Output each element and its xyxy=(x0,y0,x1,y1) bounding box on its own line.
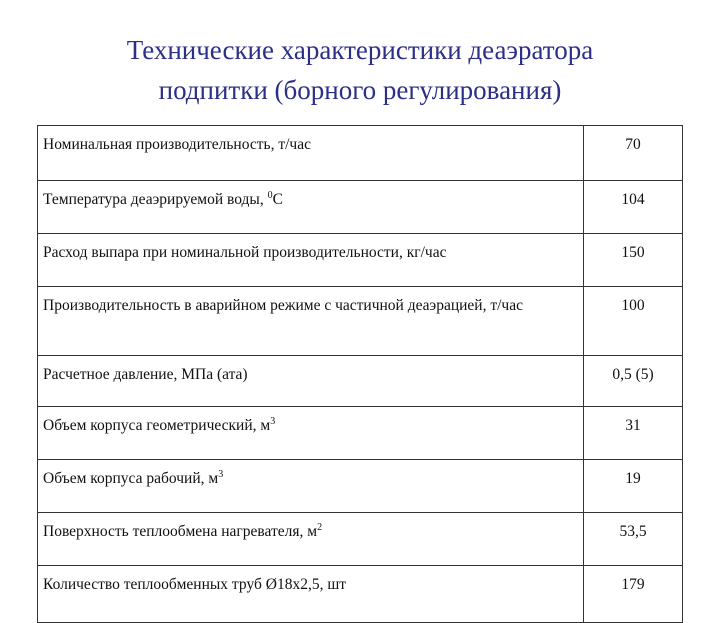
param-cell xyxy=(38,287,584,356)
value-cell: 19 xyxy=(584,460,683,513)
value-cell: 104 xyxy=(584,181,683,234)
table-row xyxy=(38,356,683,407)
table-row xyxy=(38,407,683,460)
param-superscript: 2 xyxy=(317,521,323,533)
value-cell: 0,5 (5) xyxy=(584,356,683,407)
param-cell xyxy=(38,356,584,407)
param-label: Расчетное давление, МПа (ата) xyxy=(43,366,248,383)
value-cell: 53,5 xyxy=(584,513,683,566)
table-row xyxy=(38,513,683,566)
table-row xyxy=(38,181,683,234)
param-label: Объем корпуса геометрический, м xyxy=(43,417,271,434)
value-cell: 150 xyxy=(584,234,683,287)
param-label: Номинальная производительность, т/час xyxy=(43,136,311,153)
table-row xyxy=(38,460,683,513)
param-label-suffix: С xyxy=(272,191,283,208)
table-row xyxy=(38,287,683,356)
param-label: Объем корпуса рабочий, м xyxy=(43,470,219,487)
title-line-2: подпитки (борного регулирования) xyxy=(158,75,562,105)
param-label: Температура деаэрируемой воды, xyxy=(43,191,268,208)
table-row xyxy=(38,234,683,287)
param-superscript: 0 xyxy=(267,189,273,201)
param-label: Расход выпара при номинальной производительности, кг/час xyxy=(43,244,447,261)
value-cell: 100 xyxy=(584,287,683,356)
value-cell: 70 xyxy=(584,126,683,181)
param-cell xyxy=(38,513,584,566)
param-cell xyxy=(38,234,584,287)
value-cell: 31 xyxy=(584,407,683,460)
specs-table xyxy=(37,125,683,623)
param-cell xyxy=(38,460,584,513)
param-label: Производительность в аварийном режиме с частичной деаэрацией, т/час xyxy=(43,297,523,314)
param-label: Количество теплообменных труб Ø18х2,5, шт xyxy=(43,576,347,593)
value-cell: 179 xyxy=(584,566,683,623)
page-title xyxy=(0,30,720,110)
param-cell xyxy=(38,566,584,623)
title-line-1: Технические характеристики деаэратора xyxy=(126,35,594,65)
param-superscript: 3 xyxy=(218,468,224,480)
param-cell xyxy=(38,407,584,460)
param-label: Поверхность теплообмена нагревателя, м xyxy=(43,523,318,540)
param-superscript: 3 xyxy=(270,415,276,427)
table-row xyxy=(38,126,683,181)
param-cell xyxy=(38,181,584,234)
table-row xyxy=(38,566,683,623)
param-cell xyxy=(38,126,584,181)
